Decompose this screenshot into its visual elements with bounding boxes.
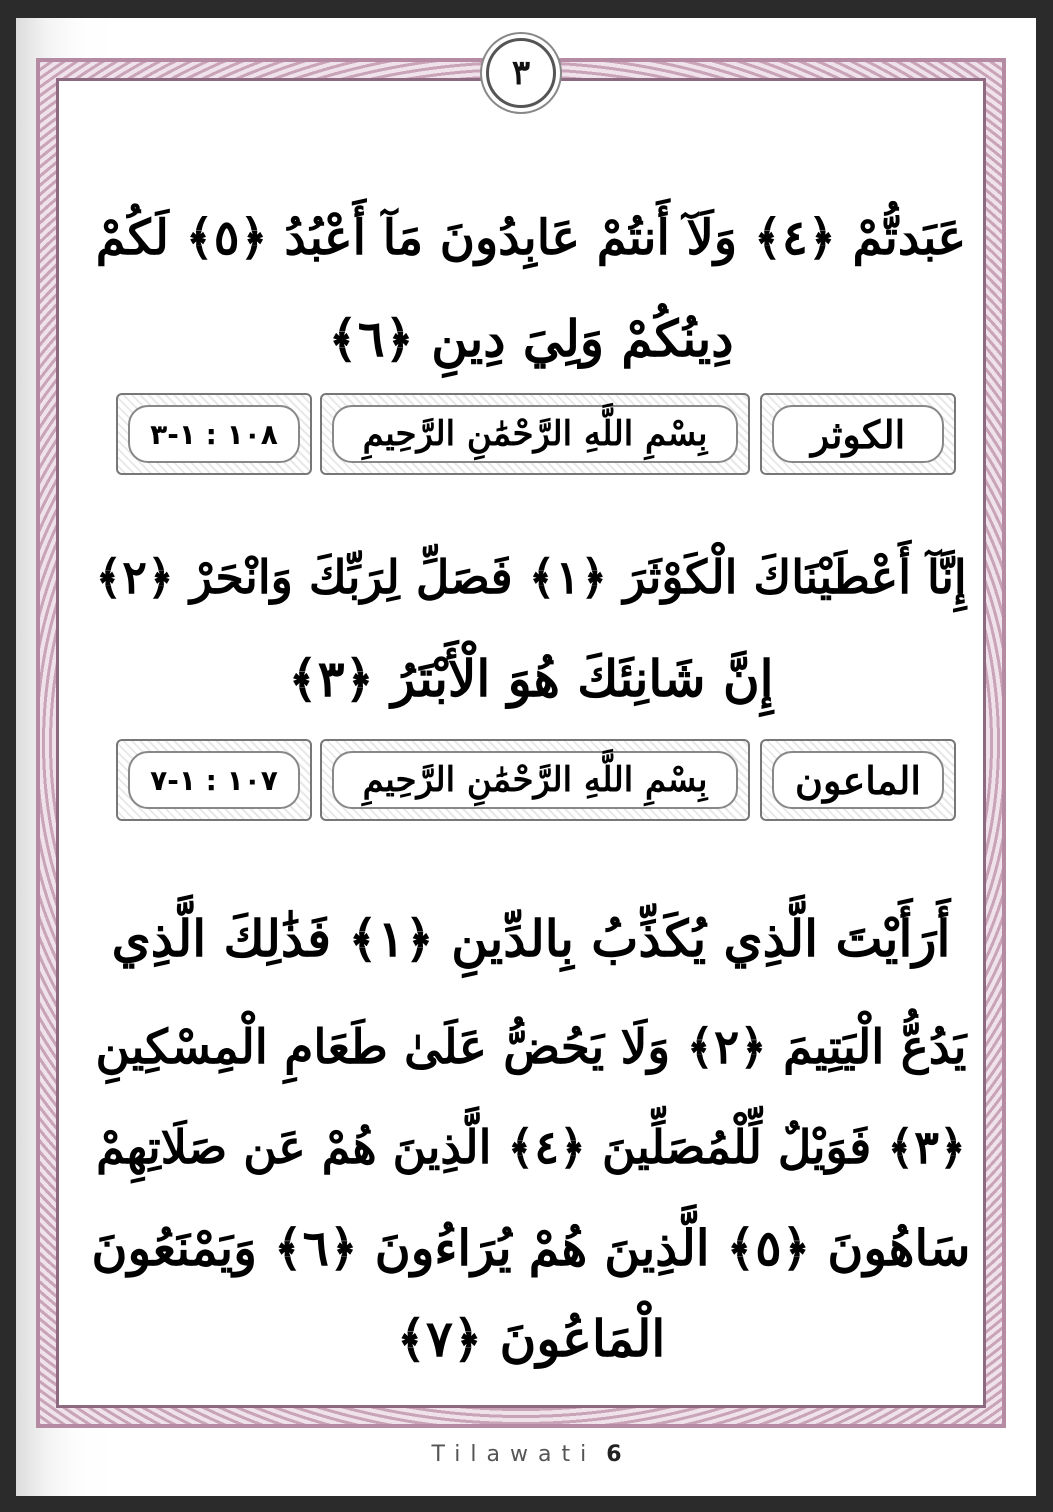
footer-brand: Tilawati [431, 1442, 597, 1467]
ayah-line: أَرَأَيْتَ الَّذِي يُكَذِّبُ بِالدِّينِ ﴿١﴾ فَذَٰلِكَ الَّذِي [111, 909, 951, 968]
bismillah-cartouche [320, 739, 750, 821]
bismillah-cartouche [320, 393, 750, 475]
ayah-line: إِنَّآ أَعْطَيْنَاكَ الْكَوْثَرَ ﴿١﴾ فَصَلِّ لِرَبِّكَ وَانْحَرْ ﴿٢﴾ [95, 550, 967, 604]
surah-name-cartouche [760, 393, 956, 475]
surah-reference-cartouche [116, 393, 312, 475]
ayah-line: يَدُعُّ الْيَتِيمَ ﴿٢﴾ وَلَا يَحُضُّ عَلَىٰ طَعَامِ الْمِسْكِينِ [95, 1020, 967, 1075]
mushaf-page [16, 18, 1036, 1496]
footer-page-number: 6 [606, 1442, 622, 1467]
surah-header-kawthar [116, 393, 956, 475]
ayah-line: الْمَاعُونَ ﴿٧﴾ [396, 1309, 666, 1368]
ayah-line: دِينُكُمْ وَلِيَ دِينِ ﴿٦﴾ [328, 309, 734, 368]
ayah-line: عَبَدتُّمْ ﴿٤﴾ وَلَآ أَنتُمْ عَابِدُونَ مَآ أَعْبُدُ ﴿٥﴾ لَكُمْ [95, 210, 967, 266]
ayah-line: سَاهُونَ ﴿٥﴾ الَّذِينَ هُمْ يُرَاءُونَ ﴿٦﴾ وَيَمْنَعُونَ [91, 1219, 971, 1277]
bismillah: بِسْمِ اللَّهِ الرَّحْمَٰنِ الرَّحِيمِ [332, 751, 738, 809]
surah-name-cartouche [760, 739, 956, 821]
surah-reference: ١٠٨ : ١-٣ [128, 405, 300, 463]
surah-header-maun [116, 739, 956, 821]
ayah-line: إِنَّ شَانِئَكَ هُوَ الْأَبْتَرُ ﴿٣﴾ [288, 649, 774, 708]
bismillah: بِسْمِ اللَّهِ الرَّحْمَٰنِ الرَّحِيمِ [332, 405, 738, 463]
surah-reference-cartouche [116, 739, 312, 821]
ayah-line: ﴿٣﴾ فَوَيْلٌ لِّلْمُصَلِّينَ ﴿٤﴾ الَّذِينَ هُمْ عَن صَلَاتِهِمْ [96, 1120, 966, 1174]
page-footer [0, 1442, 1053, 1467]
surah-name: الكوثر [772, 405, 944, 463]
surah-name: الماعون [772, 751, 944, 809]
surah-reference: ١٠٧ : ١-٧ [128, 751, 300, 809]
page-number-medallion: ٣ [486, 38, 556, 108]
